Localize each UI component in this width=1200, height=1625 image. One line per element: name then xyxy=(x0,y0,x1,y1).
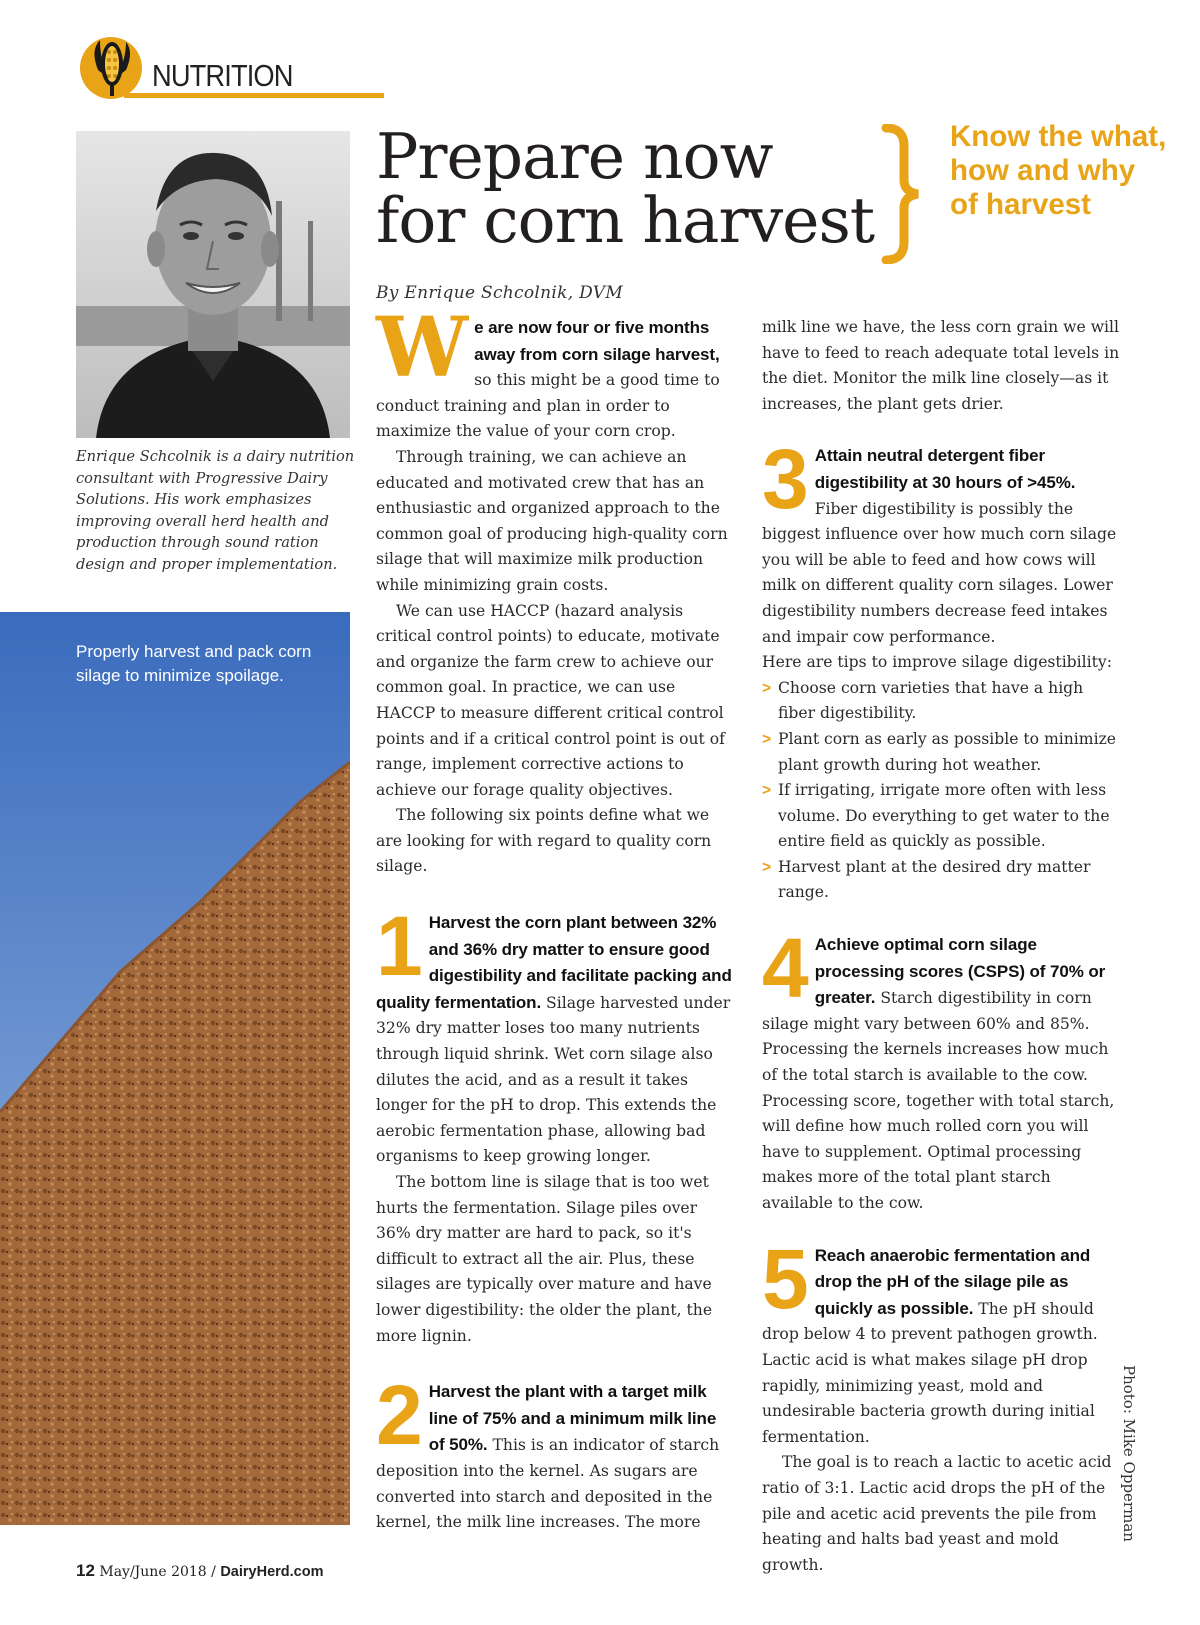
author-portrait xyxy=(76,131,350,438)
body-paragraph: milk line we have, the less corn grain we will have to feed to reach adequate total levels in the diet. Monitor the milk line closely—as it increases, the plant gets drier. xyxy=(762,318,1120,413)
point-number: 1 xyxy=(376,899,423,994)
article-title xyxy=(376,120,896,257)
point-body: Starch digestibility in corn silage might vary between 60% and 85%. Processing the kernels increases how much of the total starch is available to the cow. Processing score, together with total starch, will define how much rolled corn you will have to supplement. Optimal processing makes more of the total plant starch available to the cow. xyxy=(762,989,1115,1212)
photo-credit: Photo: Mike Opperman xyxy=(1120,1365,1138,1542)
point-3 xyxy=(762,432,1122,650)
article-deck: Know the what, how and why of harvest xyxy=(950,120,1167,221)
tips-intro: Here are tips to improve silage digestibility: xyxy=(762,653,1112,672)
point-1 xyxy=(376,899,732,1170)
site-name: DairyHerd.com xyxy=(220,1564,324,1580)
point-body: Silage harvested under 32% dry matter loses too many nutrients through liquid shrink. Wet corn silage also dilutes the acid, and as a result it takes longer for the pH to drop. This extends the aerobic fermentation phase, allowing bad organisms to keep growing longer. xyxy=(376,993,731,1166)
section-label: NUTRITION xyxy=(152,58,293,93)
arrow-icon: > xyxy=(762,858,772,876)
body-paragraph: We can use HACCP (hazard analysis critical control points) to educate, motivate and organize the farm crew to achieve our common goal. In practice, we can use HACCP to measure different critical control points and if a critical control point is out of range, implement corrective actions to achieve our forage quality objectives. xyxy=(376,601,725,799)
arrow-icon: > xyxy=(762,679,772,697)
silage-photo xyxy=(0,612,350,1525)
point-heading: Attain neutral detergent fiber digestibility at 30 hours of >45%. xyxy=(814,446,1076,492)
byline: By Enrique Schcolnik, DVM xyxy=(376,283,624,303)
point-5 xyxy=(762,1231,1122,1451)
intro-rest: so this might be a good time to conduct training and plan in order to maximize the value of your corn crop. xyxy=(376,371,720,441)
author-bio: Enrique Schcolnik is a dairy nutrition consultant with Progressive Dairy Solutions. His work emphasizes improving overall herd health and production through sound ration design and proper implementation. xyxy=(76,448,355,573)
body-paragraph: The following six points define what we are looking for with regard to quality corn silage. xyxy=(376,806,712,876)
point-number: 3 xyxy=(762,432,809,527)
point-2 xyxy=(376,1368,732,1536)
body-paragraph: Through training, we can achieve an educated and motivated crew that has an enthusiastic and organized approach to the common goal of producing high-quality corn silage that will maximize milk production while minimizing grain costs. xyxy=(376,447,728,594)
list-item: > If irrigating, irrigate more often with less volume. Do everything to get water to the entire field as quickly as possible. xyxy=(762,778,1122,855)
arrow-icon: > xyxy=(762,782,772,800)
section-header xyxy=(76,30,316,110)
list-item: > Harvest plant at the desired dry matter range. xyxy=(762,855,1122,906)
photo-caption: Properly harvest and pack corn silage to minimize spoilage. xyxy=(76,642,312,685)
point-heading: Reach anaerobic fermentation and drop the pH of the silage pile as quickly as possible. xyxy=(814,1245,1091,1318)
footer-separator: / xyxy=(211,1564,216,1580)
drop-cap: W xyxy=(376,300,469,396)
article-column-2 xyxy=(762,315,1122,1578)
point-body: This is an indicator of starch deposition into the kernel. As sugars are converted into starch and deposited in the kernel, the milk line increases. The more xyxy=(376,1436,720,1532)
list-item: > Choose corn varieties that have a high fiber digestibility. xyxy=(762,676,1122,727)
tips-list xyxy=(762,676,1122,906)
title-line-2: for corn harvest xyxy=(376,184,875,257)
point-heading: Achieve optimal corn silage processing scores (CSPS) of 70% or greater. xyxy=(814,935,1106,1008)
list-item: > Plant corn as early as possible to minimize plant growth during hot weather. xyxy=(762,727,1122,778)
intro-lead: e are now four or five months away from corn silage harvest, xyxy=(474,318,720,364)
title-line-1: Prepare now xyxy=(376,120,773,193)
point-body: Fiber digestibility is possibly the biggest influence over how much corn silage you will be able to feed and how cows will milk on different quality corn silages. Lower digestibility numbers decrease feed intakes and impair cow performance. xyxy=(762,499,1117,646)
point-body: The pH should drop below 4 to prevent pathogen growth. Lactic acid is what makes silage pH drop rapidly, minimizing yeast, mold and undesirable bacteria growth during initial fermentation. xyxy=(762,1299,1098,1446)
brace-icon xyxy=(880,124,924,264)
page-number: 12 xyxy=(76,1561,95,1580)
page-footer xyxy=(76,1561,323,1581)
body-paragraph: The bottom line is silage that is too wet hurts the fermentation. Silage piles over 36% dry matter are hard to pack, so it's difficult to extract all the air. Plus, these silages are typically over mature and have lower digestibility: the older the plant, the more lignin. xyxy=(376,1173,713,1345)
point-number: 5 xyxy=(762,1231,809,1326)
point-number: 4 xyxy=(762,921,809,1016)
intro-paragraph xyxy=(376,300,732,445)
article-column-1 xyxy=(376,300,732,1536)
point-number: 2 xyxy=(376,1368,423,1463)
arrow-icon: > xyxy=(762,730,772,748)
issue-date: May/June 2018 xyxy=(99,1564,207,1580)
point-4 xyxy=(762,921,1122,1217)
corn-icon xyxy=(76,30,146,100)
body-paragraph: The goal is to reach a lactic to acetic acid ratio of 3:1. Lactic acid drops the pH of the pile and acetic acid prevents the pile from heating and halts bad yeast and mold growth. xyxy=(762,1453,1112,1574)
point-heading: Harvest the plant with a target milk line of 75% and a minimum milk line of 50%. xyxy=(428,1382,717,1455)
point-heading: Harvest the corn plant between 32% and 36% dry matter to ensure good digestibility and facilitate packing and quality fermentation. xyxy=(376,913,732,1012)
